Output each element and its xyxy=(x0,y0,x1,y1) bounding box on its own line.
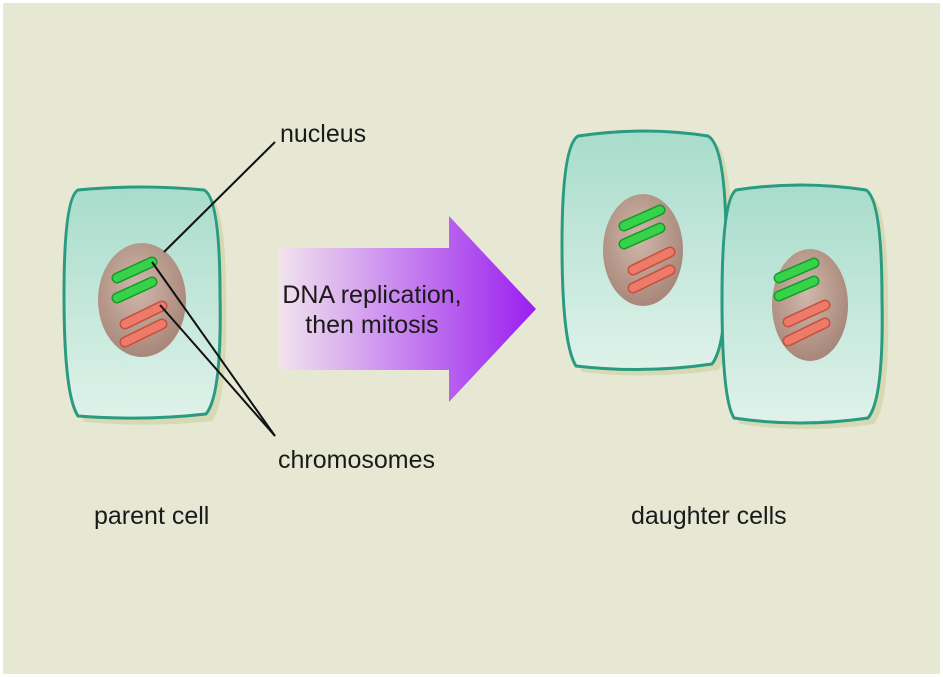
daughter-cells-label: daughter cells xyxy=(631,502,787,530)
parent-cell xyxy=(64,187,226,425)
parent-cell-label: parent cell xyxy=(94,502,210,530)
arrow-label-line2: then mitosis xyxy=(305,311,439,339)
nucleus-label: nucleus xyxy=(280,120,367,148)
daughter-cell-1 xyxy=(562,131,732,376)
nucleus-icon xyxy=(98,243,186,357)
chromosomes-label: chromosomes xyxy=(278,446,435,474)
daughter-cell-2 xyxy=(722,185,888,429)
arrow-label-line1: DNA replication, xyxy=(282,281,462,309)
